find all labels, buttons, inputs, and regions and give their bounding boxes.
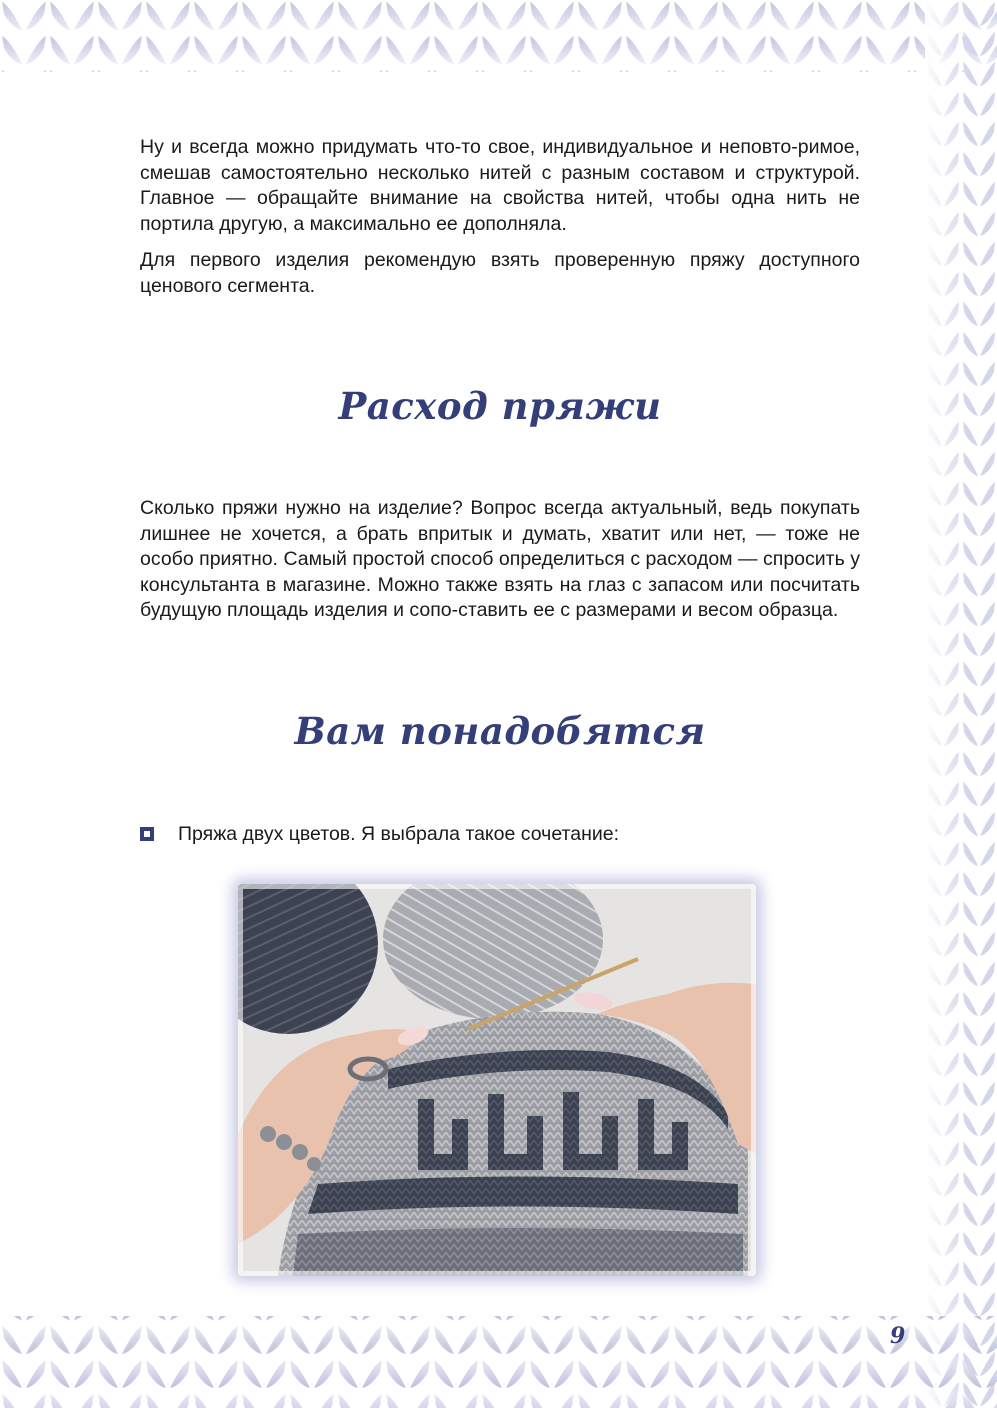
knit-stitch-pattern-right xyxy=(925,0,997,1408)
paragraph-mixing-yarns: Ну и всегда можно придумать что-то свое, индивидуальное и неповто-римое, смешав самостоятельно несколько нитей с разным составом и структурой. Главное — обращайте внимание на свойства нитей, чтобы одна нить не портила другую, а максимально ее дополняла. xyxy=(140,136,860,235)
bullet-item-text: Пряжа двух цветов. Я выбрала такое сочетание: xyxy=(178,822,620,845)
paragraph-first-project: Для первого изделия рекомендую взять проверенную пряжу доступного ценового сегмента. xyxy=(140,249,860,297)
knit-stitch-pattern-top xyxy=(0,0,997,88)
heading-yarn-consumption: Расход пряжи xyxy=(338,384,662,428)
knit-border-right xyxy=(925,0,997,1408)
paragraph-yarn-consumption: Сколько пряжи нужно на изделие? Вопрос всегда актуальный, ведь покупать лишнее не хочется, а брать впритык и думать, хватит или нет, — тоже не особо приятно. Самый простой способ определиться с расходом — спросить у консультанта в магазине. Можно также взять на глаз с запасом или посчитать будущую площадь изделия и сопо-ставить ее с размерами и весом образца. xyxy=(140,497,860,621)
knitting-photo xyxy=(238,884,756,1276)
square-bullet-icon xyxy=(140,827,154,841)
knitting-photo-illustration xyxy=(238,884,756,1276)
knit-border-top xyxy=(0,0,997,88)
heading-you-will-need: Вам понадобятся xyxy=(294,708,706,753)
page-number: 9 xyxy=(890,1323,906,1349)
bullet-item-yarn xyxy=(140,821,860,847)
knit-stitch-pattern-bottom xyxy=(0,1316,997,1408)
page-content xyxy=(140,135,860,847)
knit-border-bottom xyxy=(0,1316,997,1408)
